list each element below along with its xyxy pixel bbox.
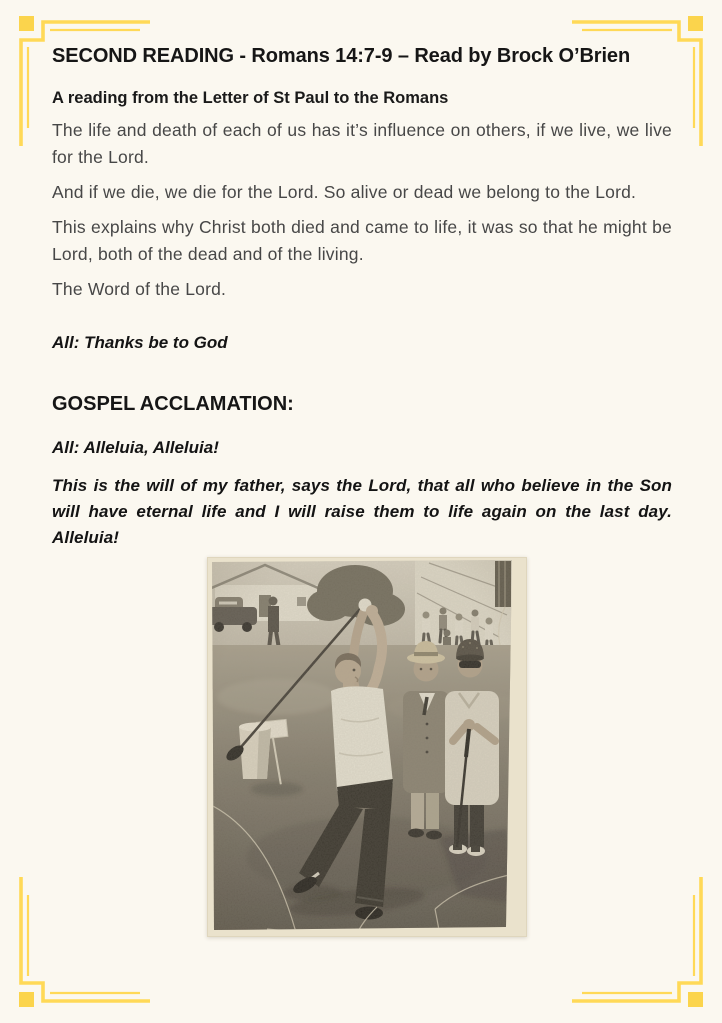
section-second-reading: [52, 44, 672, 356]
reading-paragraph-4: The Word of the Lord.: [52, 278, 227, 299]
second-reading-lead: A reading from the Letter of St Paul to the Romans: [52, 89, 449, 107]
acclamation-verse: This is the will of my father, says the Lord, that all who believe in the Son will have eternal life and I will raise them to life again on the last day. Alleluia!: [52, 475, 672, 547]
section-gospel-acclamation: [52, 392, 672, 551]
acclamation-response: All: Alleluia, Alleluia!: [52, 437, 219, 457]
golfer-photo: [207, 557, 527, 937]
reading-paragraph-2: And if we die, we die for the Lord. So alive or dead we belong to the Lord.: [52, 181, 637, 202]
reading-response: All: Thanks be to God: [52, 332, 228, 352]
second-reading-title: SECOND READING - Romans 14:7-9 – Read by Brock O’Brien: [52, 45, 631, 67]
reading-paragraph-1: The life and death of each of us has it’s influence on others, if we live, we live for the Lord.: [52, 119, 672, 167]
reading-paragraph-3: This explains why Christ both died and came to life, it was so that he might be Lord, both of the dead and of the living.: [52, 216, 672, 264]
gospel-acclamation-heading: GOSPEL ACCLAMATION:: [52, 392, 294, 415]
